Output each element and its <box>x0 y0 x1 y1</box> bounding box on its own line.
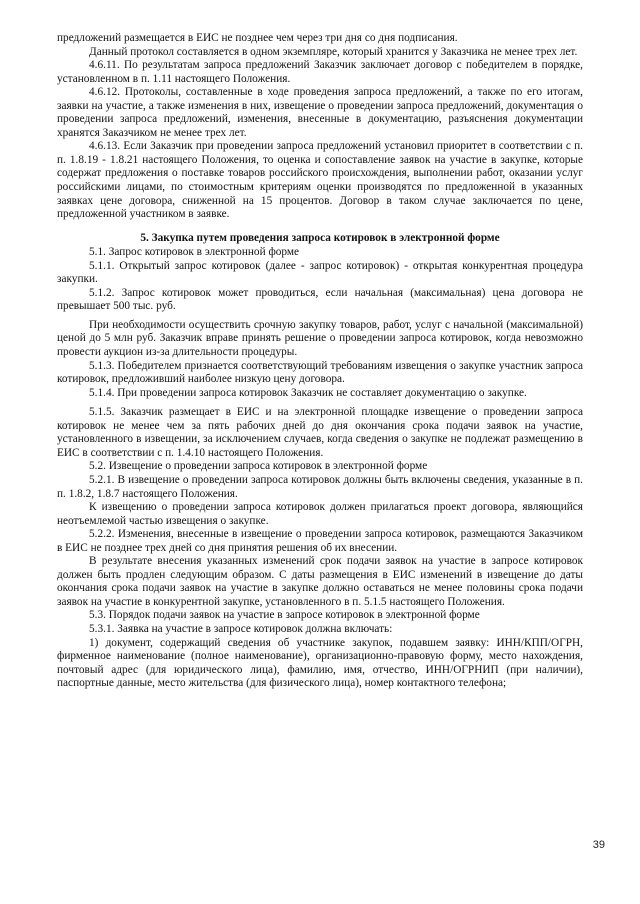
paragraph: 5.3.1. Заявка на участие в запросе котировок должна включать: <box>89 622 393 635</box>
subsection-title: 5.2. Извещение о проведении запроса котировок в электронной форме <box>89 460 428 473</box>
paragraph: 1) документ, содержащий сведения об участнике закупок, подавшем заявку: ИНН/КПП/ОГРН, фирменное наименование (полное наименование), организационно-правовую форму, место нахождения, почтовый адрес (для юридического лица), фамилию, имя, отчество, ИНН/ОГРНИП (при наличии), паспортные данные, место жительства (для физического лица), номер контактного телефона; <box>57 636 583 690</box>
paragraph: 5.1.5. Заказчик размещает в ЕИС и на электронной площадке извещение о проведении запроса котировок не менее чем за пять рабочих дней до дня окончания срока подачи заявок на участие, установленного в извещении, за исключением случаев, когда сведения о закупке не подлежат размещению в ЕИС в соответствии с п. 1.4.10 настоящего Положения. <box>57 406 583 459</box>
paragraph: 5.2.1. В извещение о проведении запроса котировок должны быть включены сведения, указанные в п. п. 1.8.2, 1.8.7 настоящего Положения. <box>57 473 583 500</box>
paragraph: 5.1.4. При проведении запроса котировок Заказчик не составляет документацию о закупке. <box>89 386 527 399</box>
paragraph: 5.1.2. Запрос котировок может проводиться, если начальная (максимальная) цена договора не превышает 500 тыс. руб. <box>57 286 583 313</box>
paragraph: 5.1.3. Победителем признается соответствующий требованиям извещения о закупке участник запроса котировок, предложивший наиболее низкую цену договора. <box>57 359 583 386</box>
document-page <box>57 32 583 691</box>
paragraph: 4.6.11. По результатам запроса предложений Заказчик заключает договор с победителем в порядке, установленном в п. 1.11 настоящего Положения. <box>57 59 583 85</box>
paragraph: Данный протокол составляется в одном экземпляре, который хранится у Заказчика не менее трех лет. <box>89 45 578 58</box>
section-heading: 5. Закупка путем проведения запроса котировок в электронной форме <box>140 231 500 244</box>
paragraph: 5.1.1. Открытый запрос котировок (далее - запрос котировок) - открытая конкурентная процедура закупки. <box>57 259 583 286</box>
paragraph: В результате внесения указанных изменений срок подачи заявок на участие в запросе котировок должен быть продлен следующим образом. С даты размещения в ЕИС изменений в извещение до даты окончания срока подачи заявок на участие в закупке должно оставаться не менее половины срока подачи заявок на участие в конкурентной закупке, установленного в п. 5.1.5 настоящего Положения. <box>57 555 583 608</box>
subsection-title: 5.1. Запрос котировок в электронной форме <box>89 246 300 259</box>
paragraph: предложений размещается в ЕИС не позднее чем через три дня со дня подписания. <box>57 32 458 44</box>
paragraph: 4.6.13. Если Заказчик при проведении запроса предложений установил приоритет в соответствии с п. п. 1.8.19 - 1.8.21 настоящего Положения, то оценка и сопоставление заявок на участие в закупке, которые содержат предложения о поставке товаров российского происхождения, выполнении работ, оказании услуг российскими лицами, по стоимостным критериям оценки производятся по предложенной в указанных заявках цене договора, сниженной на 15 процентов. Договор в таком случае заключается по цене, предложенной участником в заявке. <box>57 140 583 221</box>
paragraph: При необходимости осуществить срочную закупку товаров, работ, услуг с начальной (максимальной) ценой до 5 млн руб. Заказчик вправе принять решение о проведении запроса котировок, когда невозможно провести аукцион из-за длительности процедуры. <box>57 318 583 359</box>
paragraph: 5.2.2. Изменения, внесенные в извещение о проведении запроса котировок, размещаются Заказчиком в ЕИС не позднее трех дней со дня принятия решения об их внесении. <box>57 528 583 554</box>
page-number: 39 <box>592 839 605 851</box>
paragraph: 4.6.12. Протоколы, составленные в ходе проведения запроса предложений, а также по его итогам, заявки на участие, а также изменения в них, извещение о проведении запроса предложений, документация о проведении запроса предложений, изменения, внесенные в документацию, разъяснения документации хранятся Заказчиком не менее трех лет. <box>57 86 583 139</box>
subsection-title: 5.3. Порядок подачи заявок на участие в запросе котировок в электронной форме <box>89 609 480 622</box>
paragraph: К извещению о проведении запроса котировок должен прилагаться проект договора, являющийся неотъемлемой частью извещения о закупке. <box>57 501 583 527</box>
